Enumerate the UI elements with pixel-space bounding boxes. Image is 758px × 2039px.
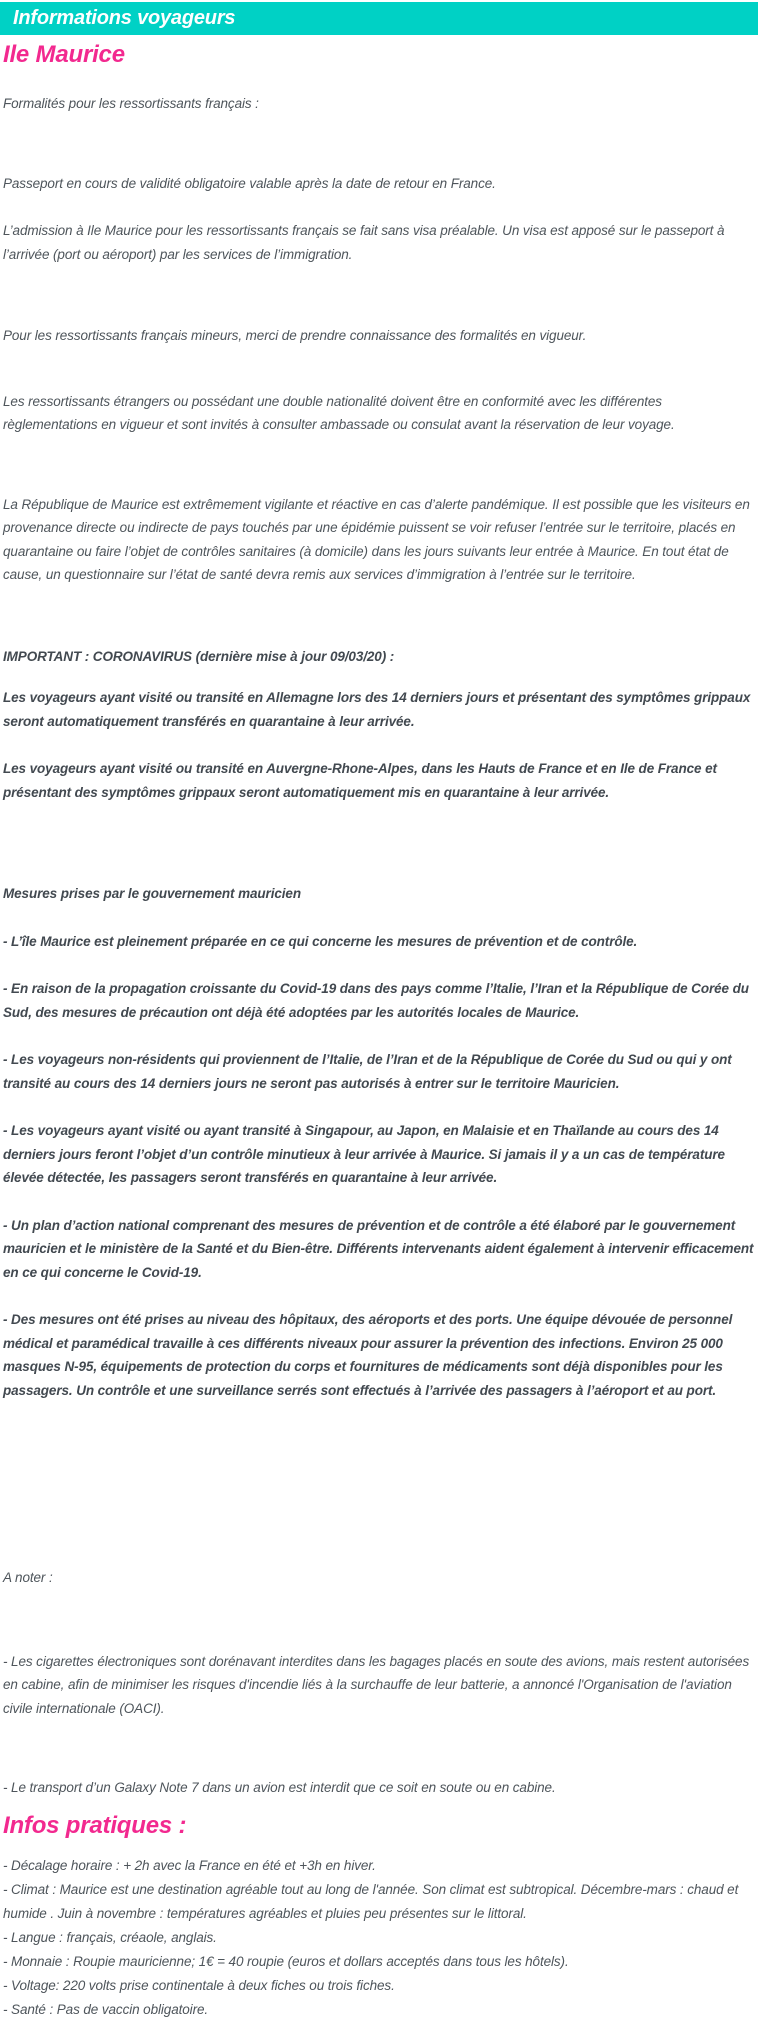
document-body [0,40,758,2022]
infos-pratiques-heading: Infos pratiques : [3,1811,187,1839]
destination-title: Ile Maurice [3,41,125,68]
p-ile-preparee: - L’île Maurice est pleinement préparée en ce qui concerne les mesures de prévention et de contrôle. [3,933,638,949]
header-title: Informations voyageurs [13,7,236,29]
header-bar [0,2,758,35]
p-mineurs: Pour les ressortissants français mineurs, merci de prendre connaissance des formalités en vigueur. [3,328,587,343]
p-plan-action-national: - Un plan d’action national comprenant des mesures de prévention et de contrôle a été élaboré par le gouvernement mauricien et le ministère de la Santé et du Bien-être. Différents intervenants aident également à intervenir efficacement en ce qui concerne le Covid-19. [3,1217,754,1280]
info-monnaie: - Monnaie : Roupie mauricienne; 1€ = 40 roupie (euros et dollars acceptés dans tous les hôtels). [3,1953,569,1969]
info-decalage-horaire: - Décalage horaire : + 2h avec la France en été et +3h en hiver. [3,1857,376,1873]
p-etrangers-double-nationalite: Les ressortissants étrangers ou possédant une double nationalité doivent être en conformité avec les différentes règlementations en vigueur et sont invités à consulter ambassade ou consulat avant la réservation de leur voyage. [3,393,675,432]
p-quarantaine-allemagne: Les voyageurs ayant visité ou transité en Allemagne lors des 14 derniers jours et présentant des symptômes grippaux seront automatiquement transférés en quarantaine à leur arrivée. [3,690,751,729]
p-admission-visa: L’admission à Ile Maurice pour les ressortissants français se fait sans visa préalable. Un visa est apposé sur le passeport à l’arrivée (port ou aéroport) par les services de l’immigration. [3,223,725,262]
p-non-residents-interdits: - Les voyageurs non-résidents qui proviennent de l’Italie, de l’Iran et de la République de Corée du Sud ou qui y ont transité au cours des 14 derniers jours ne seront pas autorisés à entrer sur le territoire Mauricien. [3,1052,732,1091]
p-controle-singapour-japon: - Les voyageurs ayant visité ou ayant transité à Singapour, au Japon, en Malaisie et en Thaïlande au cours des 14 derniers jours feront l’objet d’un contrôle minutieux à leur arrivée à Maurice. Si jamais il y a un cas de température élevée détectée, les passagers seront transférés en quarantaine à leur arrivée. [3,1123,725,1185]
info-langue: - Langue : français, créaole, anglais. [3,1929,217,1945]
info-climat: - Climat : Maurice est une destination agréable tout au long de l'année. Son climat est subtropical. Décembre-mars : chaud et humide . Juin à novembre : températures agréables et pluies peu présentes sur le littoral. [3,1881,739,1921]
p-mesures-hopitaux-aeroports: - Des mesures ont été prises au niveau des hôpitaux, des aéroports et des ports. Une équipe dévouée de personnel médical et paramédical travaille à ces différents niveaux pour assurer la prévention des infections. Environ 25 000 masques N-95, équipements de protection du corps et fournitures de médicaments sont déjà disponibles pour les passagers. Un contrôle et une surveillance serrés sont effectués à l’arrivée des passagers à l’aéroport et au port. [3,1312,733,1398]
p-a-noter: A noter : [3,1570,53,1585]
p-mesures-gouvernement-heading: Mesures prises par le gouvernement mauricien [3,886,301,901]
p-formalites-intro: Formalités pour les ressortissants français : [3,96,259,111]
p-propagation-covid19: - En raison de la propagation croissante du Covid-19 dans des pays comme l’Italie, l’Iran et la République de Corée du Sud, des mesures de précaution ont déjà été adoptées par les autorités locales de Maurice. [3,981,749,1020]
informations-voyageurs-page [0,2,758,2039]
p-important-coronavirus: IMPORTANT : CORONAVIRUS (dernière mise à jour 09/03/20) : [3,648,395,664]
info-voltage: - Voltage: 220 volts prise continentale à deux fiches ou trois fiches. [3,1977,395,1993]
p-galaxy-note-7: - Le transport d’un Galaxy Note 7 dans un avion est interdit que ce soit en soute ou en cabine. [3,1780,556,1795]
p-passeport: Passeport en cours de validité obligatoire valable après la date de retour en France. [3,175,496,191]
p-quarantaine-auvergne-rhone-alpes: Les voyageurs ayant visité ou transité en Auvergne-Rhone-Alpes, dans les Hauts de France et en Ile de France et présentant des symptômes grippaux seront automatiquement mis en quarantaine à leur arrivée. [3,761,717,800]
p-cigarettes-electroniques: - Les cigarettes électroniques sont dorénavant interdites dans les bagages placés en soute des avions, mais restent autorisées en cabine, afin de minimiser les risques d'incendie liés à la surchauffe de leur batterie, a annoncé l'Organisation de l'aviation civile internationale (OACI). [3,1653,750,1716]
info-sante: - Santé : Pas de vaccin obligatoire. [3,2001,209,2017]
p-alerte-pandemique: La République de Maurice est extrêmement vigilante et réactive en cas d’alerte pandémique. Il est possible que les visiteurs en provenance directe ou indirecte de pays touchés par une épidémie puissent se voir refuser l’entrée sur le territoire, placés en quarantaine ou faire l’objet de contrôles sanitaires (à domicile) dans les jours suivants leur entrée à Maurice. En tout état de cause, un questionnaire sur l’état de santé devra remis aux services d’immigration à l’entrée sur le territoire. [3,496,750,582]
